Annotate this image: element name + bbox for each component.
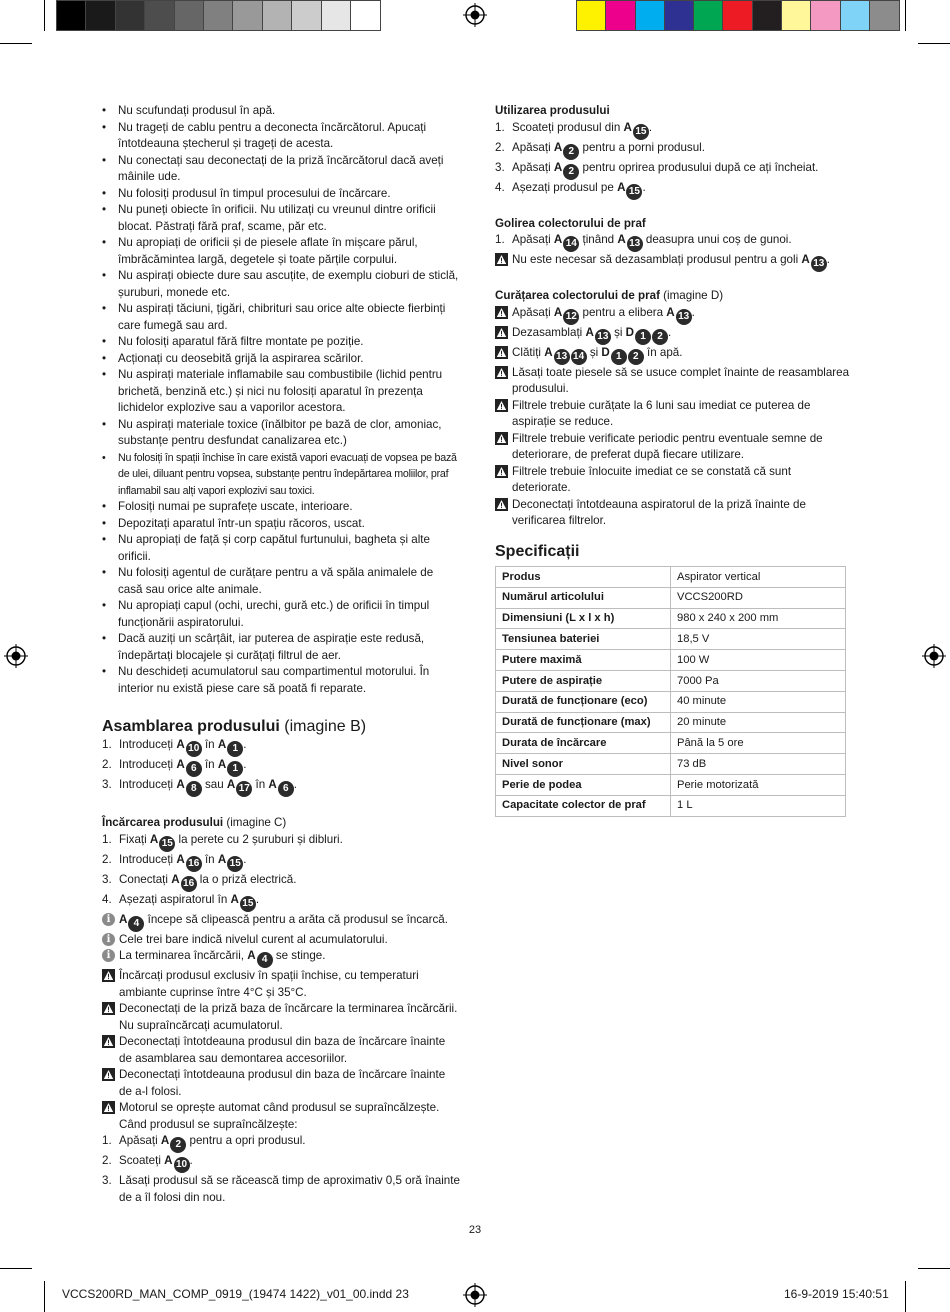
- crop-mark: [905, 0, 906, 31]
- step-number: 2.: [495, 140, 505, 154]
- safety-bullet: • Nu scufundați produsul în apă.: [102, 103, 460, 120]
- figure-letter: A: [617, 180, 626, 194]
- spec-row: [496, 608, 846, 629]
- clean-title: Curățarea colectorului de praf: [495, 289, 660, 302]
- info-note: i La terminarea încărcării, A 4 se stinge.: [102, 948, 460, 968]
- gray-swatch: [322, 1, 351, 30]
- gray-swatch: [86, 1, 115, 30]
- color-bar-grayscale: [56, 0, 381, 31]
- safety-bullet: • Nu aspirați materiale toxice (înălbitor pe bază de clor, amoniac, substanțe pentru desfundat canalizarea etc.): [102, 417, 460, 450]
- spec-value: 18,5 V: [671, 629, 846, 650]
- slug-date: 16-9-2019 15:40:51: [784, 1287, 889, 1301]
- warning-note: Încărcați produsul exclusiv în spații închise, cu temperaturi ambiante cuprinse între 4°C și 35°C.: [102, 968, 460, 1001]
- figure-letter: A: [217, 738, 227, 751]
- figure-letter: D: [625, 325, 635, 339]
- figure-letter: A: [176, 758, 185, 771]
- part-number-badge: 8: [186, 781, 202, 797]
- info-icon: i: [102, 913, 115, 926]
- part-number-badge: 14: [563, 236, 579, 252]
- safety-bullet: • Nu conectați sau deconectați de la priză încărcătorul dacă aveți mâinile ude.: [102, 153, 460, 186]
- spec-key: Numărul articolului: [496, 587, 671, 608]
- safety-bullet: • Nu aspirați obiecte dure sau ascuțite, de exemplu cioburi de sticlă, șuruburi, monede etc.: [102, 268, 460, 301]
- crop-mark: [0, 1268, 32, 1269]
- step-number: 2.: [102, 758, 112, 771]
- slug-file: VCCS200RD_MAN_COMP_0919_(19474 1422)_v01_00.indd 23: [62, 1287, 409, 1301]
- figure-letter: A: [176, 852, 185, 866]
- charging-figure-ref: (imagine C): [226, 816, 287, 829]
- spec-key: Capacitate colector de praf: [496, 795, 671, 816]
- spec-key: Produs: [496, 567, 671, 588]
- step-number: 3.: [102, 778, 112, 791]
- safety-bullet: • Nu trageți de cablu pentru a deconecta încărcătorul. Apucați întotdeauna ștecherul și trageți de acesta.: [102, 120, 460, 153]
- step-number: 3.: [495, 160, 505, 174]
- part-number-badge: 4: [257, 952, 273, 968]
- figure-letter: A: [217, 758, 227, 771]
- spec-row: [496, 712, 846, 733]
- numbered-step: 4. Așezați aspiratorul în A 15 .: [102, 892, 460, 912]
- step-number: 4.: [495, 180, 505, 194]
- spec-key: Dimensiuni (L x l x h): [496, 608, 671, 629]
- charging-steps: [102, 832, 460, 1207]
- assembly-title: Asamblarea produsului: [102, 718, 280, 735]
- warning-note: Deconectați întotdeauna produsul din baza de încărcare înainte de a-l folosi.: [102, 1067, 460, 1100]
- numbered-step: 1. Apăsați A 14 ținând A 13 deasupra unui coș de gunoi.: [495, 232, 850, 252]
- part-number-badge: 6: [186, 761, 202, 777]
- color-bar-cmyk: [576, 0, 900, 31]
- step-number: 3.: [102, 1174, 112, 1187]
- spec-key: Durată de funcționare (max): [496, 712, 671, 733]
- numbered-step: 3. Introduceți A 8 sau A 17 în A 6 .: [102, 777, 460, 797]
- part-number-badge: 15: [159, 836, 175, 852]
- spec-row: [496, 774, 846, 795]
- warning-note: Filtrele trebuie verificate periodic pentru eventuale semne de deteriorare, de preferat după fiecare utilizare.: [495, 431, 850, 464]
- part-number-badge: 14: [571, 349, 587, 365]
- step-number: 3.: [102, 872, 112, 886]
- safety-bullet: • Acționați cu deosebită grijă la aspirarea scărilor.: [102, 351, 460, 368]
- step-number: 1.: [102, 832, 112, 846]
- warning-note: Motorul se oprește automat când produsul se supraîncălzește. Când produsul se supraîncălzește:: [102, 1100, 460, 1133]
- spec-value: 1 L: [671, 795, 846, 816]
- numbered-step: 4. Așezați produsul pe A 15 .: [495, 180, 850, 200]
- clean-steps: [495, 305, 850, 530]
- safety-bullet: • Nu apropiați capul (ochi, urechi, gură etc.) de orificii în timpul funcționării aspiratorului.: [102, 598, 460, 631]
- part-number-badge: 13: [676, 309, 692, 325]
- figure-letter: A: [171, 872, 180, 886]
- gray-swatch: [351, 1, 380, 30]
- spec-table: [495, 566, 846, 817]
- figure-letter: A: [164, 1154, 173, 1167]
- charging-heading: [102, 815, 460, 832]
- spec-row: [496, 587, 846, 608]
- page-number: 23: [468, 1224, 482, 1236]
- safety-bullet: • Nu folosiți produsul în timpul procesului de încărcare.: [102, 186, 460, 203]
- figure-letter: A: [544, 345, 553, 359]
- registration-mark-icon: [463, 3, 487, 27]
- part-number-badge: 6: [278, 781, 294, 797]
- part-number-badge: 15: [240, 896, 256, 912]
- warning-icon: [102, 1068, 115, 1081]
- part-number-badge: 15: [633, 124, 649, 140]
- safety-bullet: • Nu aspirați tăciuni, țigări, chibrituri sau orice alte obiecte fierbinți care fumegă sau ard.: [102, 301, 460, 334]
- figure-letter: A: [176, 778, 185, 791]
- part-number-badge: 1: [635, 329, 651, 345]
- safety-bullet: • Nu folosiți aparatul fără filtre montate pe poziție.: [102, 334, 460, 351]
- warning-icon: [102, 969, 115, 982]
- spec-key: Nivel sonor: [496, 754, 671, 775]
- spec-value: Până la 5 ore: [671, 733, 846, 754]
- figure-letter: A: [230, 892, 239, 906]
- figure-letter: A: [801, 253, 810, 266]
- numbered-step: 2. Apăsați A 2 pentru a porni produsul.: [495, 140, 850, 160]
- spec-key: Durata de încărcare: [496, 733, 671, 754]
- warning-icon: [102, 1101, 115, 1114]
- part-number-badge: 10: [174, 1157, 190, 1173]
- spec-row: [496, 795, 846, 816]
- warning-note: Nu este necesar să dezasamblați produsul pentru a goli A 13 .: [495, 252, 850, 272]
- part-number-badge: 13: [554, 349, 570, 365]
- step-number: 2.: [102, 1154, 112, 1167]
- step-number: 1.: [495, 233, 505, 246]
- color-swatch: [577, 1, 606, 30]
- color-swatch: [841, 1, 870, 30]
- color-swatch: [606, 1, 635, 30]
- usage-heading: Utilizarea produsului: [495, 104, 610, 117]
- color-swatch: [694, 1, 723, 30]
- warning-note: Deconectați întotdeauna aspiratorul de la priză înainte de verificarea filtrelor.: [495, 497, 850, 530]
- step-number: 2.: [102, 852, 112, 866]
- gray-swatch: [292, 1, 321, 30]
- numbered-step: 1. Fixați A 15 la perete cu 2 șuruburi și dibluri.: [102, 832, 460, 852]
- gray-swatch: [175, 1, 204, 30]
- color-swatch: [636, 1, 665, 30]
- crop-mark: [918, 43, 950, 44]
- warning-note: Dezasamblați A 13 și D 1 2 .: [495, 325, 850, 345]
- crop-mark: [905, 1281, 906, 1312]
- color-swatch: [782, 1, 811, 30]
- warning-note: Deconectați de la priză baza de încărcare la terminarea încărcării. Nu supraîncărcați acumulatorul.: [102, 1001, 460, 1034]
- warning-icon: [102, 1002, 115, 1015]
- color-swatch: [811, 1, 840, 30]
- safety-bullet-list: [102, 103, 460, 697]
- part-number-badge: 2: [563, 144, 579, 160]
- step-number: 1.: [495, 120, 505, 134]
- numbered-step: 1. Scoateți produsul din A 15 .: [495, 120, 850, 140]
- figure-letter: A: [226, 778, 236, 791]
- crop-mark: [44, 0, 45, 31]
- figure-letter: A: [553, 160, 563, 174]
- gray-swatch: [145, 1, 174, 30]
- usage-steps: [495, 120, 850, 200]
- figure-letter: A: [617, 233, 626, 246]
- spec-value: VCCS200RD: [671, 587, 846, 608]
- part-number-badge: 13: [595, 329, 611, 345]
- color-swatch: [753, 1, 782, 30]
- step-number: 1.: [102, 1134, 112, 1147]
- figure-letter: A: [585, 325, 594, 339]
- numbered-step: 3. Lăsați produsul să se răcească timp de aproximativ 0,5 oră înainte de a îl folosi din nou.: [102, 1174, 460, 1204]
- clean-heading: [495, 288, 850, 305]
- warning-note: Clătiți A 13 14 și D 1 2 în apă.: [495, 345, 850, 365]
- charging-title: Încărcarea produsului: [102, 816, 224, 829]
- part-number-badge: 16: [181, 876, 197, 892]
- figure-letter: D: [601, 345, 610, 359]
- warning-icon: [495, 465, 508, 478]
- numbered-step: 2. Introduceți A 16 în A 15 .: [102, 852, 460, 872]
- part-number-badge: 1: [227, 741, 243, 757]
- step-number: 1.: [102, 738, 112, 751]
- numbered-step: 1. Introduceți A 10 în A 1 .: [102, 737, 460, 757]
- safety-bullet: • Depozitați aparatul într-un spațiu răcoros, uscat.: [102, 516, 460, 533]
- numbered-step: 1. Apăsați A 2 pentru a opri produsul.: [102, 1133, 460, 1153]
- warning-icon: [495, 498, 508, 511]
- spec-key: Durată de funcționare (eco): [496, 691, 671, 712]
- spec-row: [496, 754, 846, 775]
- crop-mark: [44, 1281, 45, 1312]
- part-number-badge: 17: [236, 781, 252, 797]
- spec-key: Tensiunea bateriei: [496, 629, 671, 650]
- part-number-badge: 2: [170, 1137, 186, 1153]
- gray-swatch: [204, 1, 233, 30]
- figure-letter: A: [119, 912, 128, 926]
- gray-swatch: [57, 1, 86, 30]
- figure-letter: A: [666, 305, 675, 319]
- part-number-badge: 16: [186, 856, 202, 872]
- empty-heading: Golirea colectorului de praf: [495, 216, 646, 230]
- step-number: 4.: [102, 892, 112, 906]
- assembly-heading: [102, 717, 460, 737]
- warning-icon: [495, 432, 508, 445]
- spec-row: [496, 691, 846, 712]
- warning-icon: [495, 306, 508, 319]
- spec-row: [496, 629, 846, 650]
- safety-bullet: • Nu folosiți în spații închise în care există vapori evacuați de vopsea pe bază de ulei, diluant pentru vopsea, substanțe pentru îndepărtarea moliilor, praf inflamabil sau alți vapori explozivi sau toxici.: [102, 450, 460, 500]
- right-column: [495, 103, 850, 817]
- part-number-badge: 15: [626, 184, 642, 200]
- spec-key: Putere maximă: [496, 650, 671, 671]
- spec-row: [496, 567, 846, 588]
- crop-mark: [918, 1268, 950, 1269]
- spec-value: 73 dB: [671, 754, 846, 775]
- part-number-badge: 12: [563, 309, 579, 325]
- warning-note: Filtrele trebuie înlocuite imediat ce se constată că sunt deteriorate.: [495, 464, 850, 497]
- safety-bullet: • Folosiți numai pe suprafețe uscate, interioare.: [102, 499, 460, 516]
- assembly-steps: [102, 737, 460, 797]
- figure-letter: A: [160, 1134, 170, 1147]
- numbered-step: 3. Conectați A 16 la o priză electrică.: [102, 872, 460, 892]
- warning-note: Filtrele trebuie curățate la 6 luni sau imediat ce puterea de aspirație se reduce.: [495, 398, 850, 431]
- spec-value: 20 minute: [671, 712, 846, 733]
- safety-bullet: • Nu aspirați materiale inflamabile sau combustibile (lichid pentru brichetă, benzină etc.) și nici nu folosiți aparatul în prezența lichidelor explozive sau a vaporilor acestora.: [102, 367, 460, 417]
- safety-bullet: • Nu folosiți agentul de curățare pentru a vă spăla animalele de casă sau orice alte animale.: [102, 565, 460, 598]
- figure-letter: A: [149, 832, 159, 846]
- spec-row: [496, 670, 846, 691]
- registration-mark-icon: [922, 644, 946, 668]
- color-swatch: [723, 1, 752, 30]
- figure-letter: A: [553, 233, 563, 246]
- warning-icon: [495, 253, 508, 266]
- info-icon: i: [102, 949, 115, 962]
- warning-note: Apăsați A 12 pentru a elibera A 13 .: [495, 305, 850, 325]
- spec-row: [496, 650, 846, 671]
- spec-title: Specificații: [495, 542, 580, 560]
- spec-value: 980 x 240 x 200 mm: [671, 608, 846, 629]
- registration-mark-icon: [463, 1283, 487, 1307]
- info-note: i Cele trei bare indică nivelul curent al acumulatorului.: [102, 932, 460, 949]
- part-number-badge: 1: [611, 349, 627, 365]
- spec-value: 7000 Pa: [671, 670, 846, 691]
- left-column: [102, 103, 460, 1206]
- spec-key: Perie de podea: [496, 774, 671, 795]
- info-note: i A 4 începe să clipească pentru a arăta că produsul se încarcă.: [102, 912, 460, 932]
- part-number-badge: 2: [652, 329, 668, 345]
- warning-icon: [495, 326, 508, 339]
- part-number-badge: 10: [186, 741, 202, 757]
- spec-value: 100 W: [671, 650, 846, 671]
- figure-letter: A: [176, 738, 185, 751]
- spec-value: Perie motorizată: [671, 774, 846, 795]
- warning-icon: [495, 399, 508, 412]
- figure-letter: A: [553, 140, 563, 154]
- safety-bullet: • Nu apropiați de față și corp capătul furtunului, bagheta și alte orificii.: [102, 532, 460, 565]
- safety-bullet: • Nu apropiați de orificii și de piesele aflate în mișcare părul, îmbrăcămintea largă, degetele și toate părțile corpului.: [102, 235, 460, 268]
- gray-swatch: [263, 1, 292, 30]
- part-number-badge: 2: [563, 164, 579, 180]
- color-swatch: [870, 1, 899, 30]
- color-swatch: [665, 1, 694, 30]
- figure-letter: A: [247, 949, 256, 962]
- safety-bullet: • Nu deschideți acumulatorul sau compartimentul motorului. În interior nu există piese care să poată fi reparate.: [102, 664, 460, 697]
- part-number-badge: 15: [227, 856, 243, 872]
- spec-value: 40 minute: [671, 691, 846, 712]
- spec-value: Aspirator vertical: [671, 567, 846, 588]
- crop-mark: [0, 43, 32, 44]
- spec-row: [496, 733, 846, 754]
- numbered-step: 3. Apăsați A 2 pentru oprirea produsului după ce ați încheiat.: [495, 160, 850, 180]
- part-number-badge: 13: [627, 236, 643, 252]
- figure-letter: A: [553, 305, 563, 319]
- numbered-step: 2. Introduceți A 6 în A 1 .: [102, 757, 460, 777]
- part-number-badge: 4: [128, 916, 144, 932]
- gray-swatch: [116, 1, 145, 30]
- empty-steps: [495, 232, 850, 272]
- warning-note: Deconectați întotdeauna produsul din baza de încărcare înainte de asamblarea sau demontarea accesoriilor.: [102, 1034, 460, 1067]
- safety-bullet: • Dacă auziți un scârțâit, iar puterea de aspirație este redusă, îndepărtați blocajele și curățați filtrul de aer.: [102, 631, 460, 664]
- info-icon: i: [102, 933, 115, 946]
- warning-note: Lăsați toate piesele să se usuce complet înainte de reasamblarea produsului.: [495, 365, 850, 398]
- figure-letter: A: [217, 852, 227, 866]
- figure-letter: A: [268, 778, 277, 791]
- assembly-figure-ref: (imagine B): [284, 718, 367, 735]
- gray-swatch: [233, 1, 262, 30]
- warning-icon: [495, 346, 508, 359]
- figure-letter: A: [623, 120, 632, 134]
- warning-icon: [495, 366, 508, 379]
- part-number-badge: 2: [628, 349, 644, 365]
- safety-bullet: • Nu puneți obiecte în orificii. Nu utilizați cu vreunul dintre orificii blocat. Păstrați fără praf, scame, păr etc.: [102, 202, 460, 235]
- part-number-badge: 1: [227, 761, 243, 777]
- warning-icon: [102, 1035, 115, 1048]
- spec-key: Putere de aspirație: [496, 670, 671, 691]
- registration-mark-icon: [4, 644, 28, 668]
- clean-figure-ref: (imagine D): [663, 289, 724, 302]
- part-number-badge: 13: [811, 256, 827, 272]
- numbered-step: 2. Scoateți A 10 .: [102, 1153, 460, 1173]
